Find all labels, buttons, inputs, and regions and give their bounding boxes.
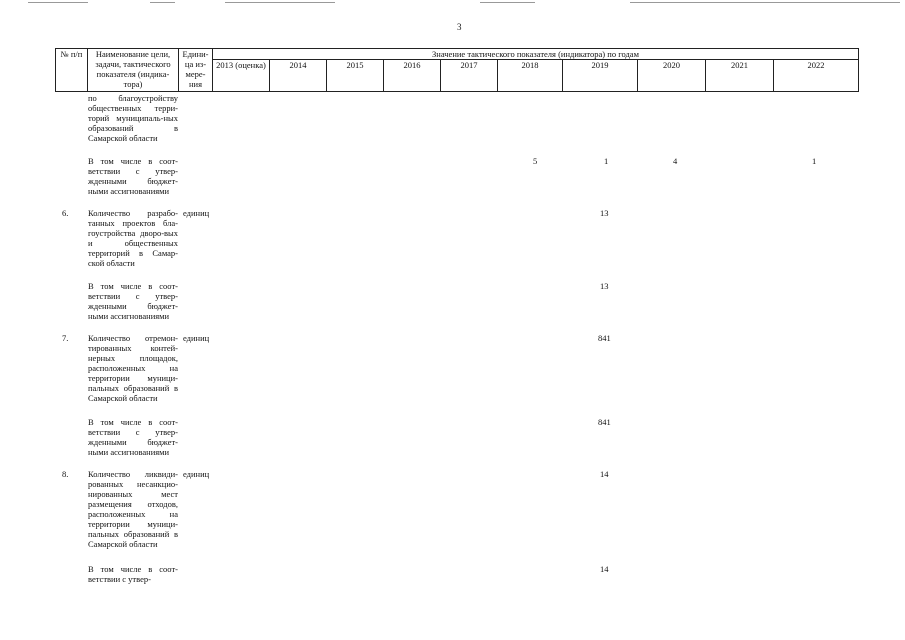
year-2018: 2018 xyxy=(498,60,563,92)
value-2019: 841 xyxy=(598,417,611,427)
row-name: В том числе в соот-ветствии с утвер-жденными бюджет-ными ассигнованиями xyxy=(88,156,178,196)
row-name: В том числе в соот-ветствии с утвер-жденными бюджет-ными ассигнованиями xyxy=(88,417,178,457)
value-2019: 841 xyxy=(598,333,611,343)
scan-line xyxy=(28,2,88,3)
value-2019: 14 xyxy=(600,564,609,574)
year-2019: 2019 xyxy=(563,60,638,92)
row-name: В том числе в соот-ветствии с утвер- xyxy=(88,564,178,584)
scan-line xyxy=(480,2,535,3)
row-unit: единиц xyxy=(183,469,210,479)
year-2020: 2020 xyxy=(638,60,706,92)
year-2017: 2017 xyxy=(441,60,498,92)
year-2021: 2021 xyxy=(706,60,774,92)
col-unit-header: Едини-ца из-мере-ния xyxy=(179,49,213,92)
value-2022: 1 xyxy=(812,156,817,166)
value-2019: 13 xyxy=(600,281,609,291)
col-name-header: Наименование цели, задачи, тактического показателя (индика-тора) xyxy=(88,49,179,92)
group-title: Значение тактического показателя (индикатора) по годам xyxy=(213,49,859,60)
year-2015: 2015 xyxy=(327,60,384,92)
row-name: Количество отремон-тированных контей-нерных площадок, расположенных на территории муници-пальных образований в Самарской области xyxy=(88,333,178,403)
year-2016: 2016 xyxy=(384,60,441,92)
row-number: 7. xyxy=(62,333,69,343)
value-2018: 5 xyxy=(533,156,538,166)
value-2019: 13 xyxy=(600,208,609,218)
row-number: 6. xyxy=(62,208,69,218)
year-2022: 2022 xyxy=(774,60,859,92)
scan-line xyxy=(225,2,335,3)
col-num-header: № п/п xyxy=(56,49,88,92)
year-2014: 2014 xyxy=(270,60,327,92)
scan-line xyxy=(150,2,175,3)
value-2019: 1 xyxy=(604,156,609,166)
row-unit: единиц xyxy=(183,333,210,343)
row-name: по благоустройству общественных терри-торий муниципаль-ных образований в Самарской области xyxy=(88,93,178,143)
value-2019: 14 xyxy=(600,469,609,479)
row-name: Количество ликвиди-рованных несанкцио-нированных мест размещения отходов, расположенных на территории муници-пальных образований в Самарской области xyxy=(88,469,178,549)
row-name: В том числе в соот-ветствии с утвер-жденными бюджет-ными ассигнованиями xyxy=(88,281,178,321)
row-unit: единиц xyxy=(183,208,210,218)
table-header xyxy=(55,48,859,92)
page-number: 3 xyxy=(457,22,462,32)
row-number: 8. xyxy=(62,469,69,479)
year-2013: 2013 (оценка) xyxy=(213,60,270,92)
row-name: Количество разрабо-танных проектов бла-гоустройства дворо-вых и общественных территорий в Самар-ской области xyxy=(88,208,178,268)
value-2020: 4 xyxy=(673,156,678,166)
scan-line xyxy=(630,2,900,3)
